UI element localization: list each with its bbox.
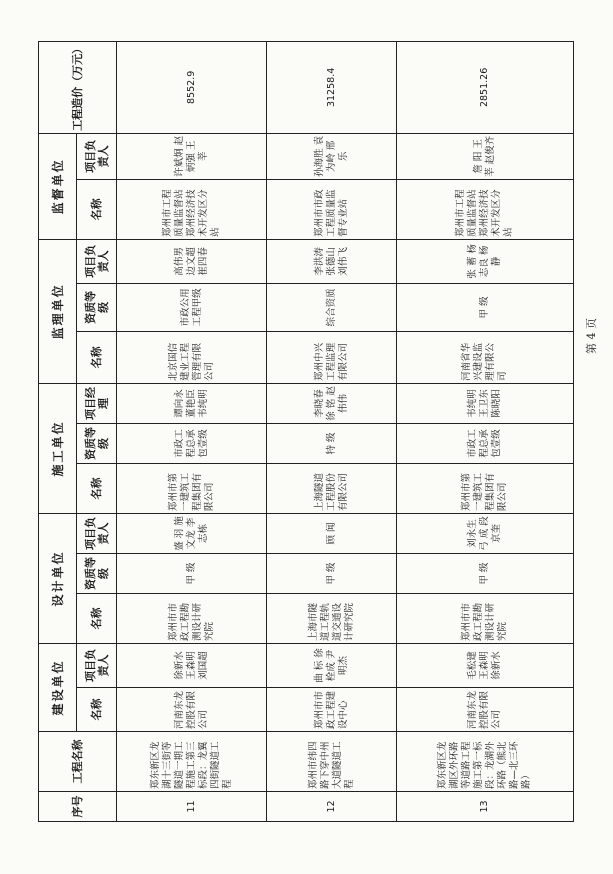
cell-mon-lead: 许斌炯 赵炳强 王 莘 [117,133,267,179]
cell-cons-mgr: 李晓春 徐 铭 赵伟伟 [267,383,397,423]
cell-design-lead: 刘永生 弓 成 段京奎 [397,513,574,553]
cell-cost: 31258.4 [267,41,397,133]
cell-mon-name: 郑州市工程质量监督站郑州经济技术开发区分站 [397,179,574,239]
cell-mon-lead: 孙海胜 袁为岭 邢 乐 [267,133,397,179]
header-sup-name: 名称 [77,331,117,383]
header-sup-qual: 资质等级 [77,283,117,331]
header-cons-mgr: 项目经理 [77,383,117,423]
header-row-fields [77,41,117,821]
table-row [117,41,267,821]
cell-cons-mgr: 韦纯明 王卫东 陈晓阳 [397,383,574,423]
cell-mon-name: 郑州市工程质量监督站郑州经济技术开发区分站 [117,179,267,239]
cell-project: 郑州市纬四路下穿中州大道隧道工程 [267,732,397,792]
cell-project: 郑东新区龙湖十三街等隧道一期工程施工第三标段：龙翼四街隧道工程 [117,732,267,792]
cell-build-name: 河南东龙控股有限公司 [397,688,574,732]
table-row [267,41,397,821]
header-seq: 序号 [39,792,117,822]
cell-cons-qual: 市政工程总承包壹级 [117,423,267,463]
cell-cost: 2851.26 [397,41,574,133]
cell-seq: 11 [117,792,267,822]
cell-build-lead: 曲 标 徐栓成 尹明杰 [267,643,397,687]
project-table [38,41,574,822]
header-design-unit: 设计单位 [39,513,77,643]
cell-sup-name: 郑州中兴工程监理有限公司 [267,331,397,383]
cell-sup-name: 北京国信建业工程管理有限公司 [117,331,267,383]
header-design-lead: 项目负责人 [77,513,117,553]
cell-design-lead: 顾 闻 [267,513,397,553]
header-design-name: 名称 [77,593,117,643]
cell-cost: 8552.9 [117,41,267,133]
cell-design-name: 上海市隧道工程轨道交通设计研究院 [267,593,397,643]
cell-sup-lead: 张 蓄 杨志良 杨 静 [397,239,574,283]
cell-seq: 12 [267,792,397,822]
cell-design-name: 郑州市市政工程勘测设计研究院 [117,593,267,643]
cell-cons-mgr: 谭向永 董艳臣 韦纯明 [117,383,267,423]
header-cost: 工程造价（万元） [39,41,117,133]
cell-sup-qual: 甲 级 [397,283,574,331]
header-construct-unit: 施工单位 [39,383,77,513]
header-sup-lead: 项目负责人 [77,239,117,283]
header-cons-qual: 资质等级 [77,423,117,463]
page-number: 第 4 页 [585,318,598,354]
cell-sup-lead: 高伟男 边文超 崔四春 [117,239,267,283]
header-design-qual: 资质等级 [77,553,117,593]
cell-design-qual: 甲 级 [397,553,574,593]
header-monitor-unit: 监督单位 [39,133,77,239]
header-build-unit: 建设单位 [39,643,77,731]
cell-sup-qual: 综合资质 [267,283,397,331]
cell-cons-qual: 特 级 [267,423,397,463]
header-supervise-unit: 监理单位 [39,239,77,383]
header-cons-name: 名称 [77,463,117,513]
cell-cons-qual: 市政工程总承包壹级 [397,423,574,463]
cell-cons-name: 郑州市第一建筑工程集团有限公司 [117,463,267,513]
cell-project: 郑东新区龙湖区外环路等道路工程施工第一标段：龙湖外环路（熊北路—北三环路） [397,732,574,792]
header-mon-lead: 项目负责人 [77,133,117,179]
header-build-lead: 项目负责人 [77,643,117,687]
header-row-groups [39,41,77,821]
cell-build-lead: 毛松建 王森明 徐新水 [397,643,574,687]
cell-mon-lead: 詹 阳 王 莘 赵俊齐 [397,133,574,179]
cell-cons-name: 上海隧道工程股份有限公司 [267,463,397,513]
cell-sup-lead: 李洪涛 张德山 刘伟飞 [267,239,397,283]
cell-build-name: 郑州市市政工程建设中心 [267,688,397,732]
cell-sup-qual: 市政公用工程甲级 [117,283,267,331]
header-build-name: 名称 [77,688,117,732]
cell-mon-name: 郑州市市政工程质量监督专业站 [267,179,397,239]
cell-build-name: 河南东龙控股有限公司 [117,688,267,732]
header-mon-name: 名称 [77,179,117,239]
cell-design-qual: 甲 级 [267,553,397,593]
cell-design-qual: 甲 级 [117,553,267,593]
cell-design-name: 郑州市市政工程勘测设计研究院 [397,593,574,643]
table-row [397,41,574,821]
cell-build-lead: 徐新水 王森明 刘国超 [117,643,267,687]
cell-sup-name: 河南省华兴建设监理有限公司 [397,331,574,383]
cell-seq: 13 [397,792,574,822]
cell-cons-name: 郑州市第一建筑工程集团有限公司 [397,463,574,513]
cell-design-lead: 盛 羽 施文龙 李志栋 [117,513,267,553]
header-project-name: 工程名称 [39,732,117,792]
